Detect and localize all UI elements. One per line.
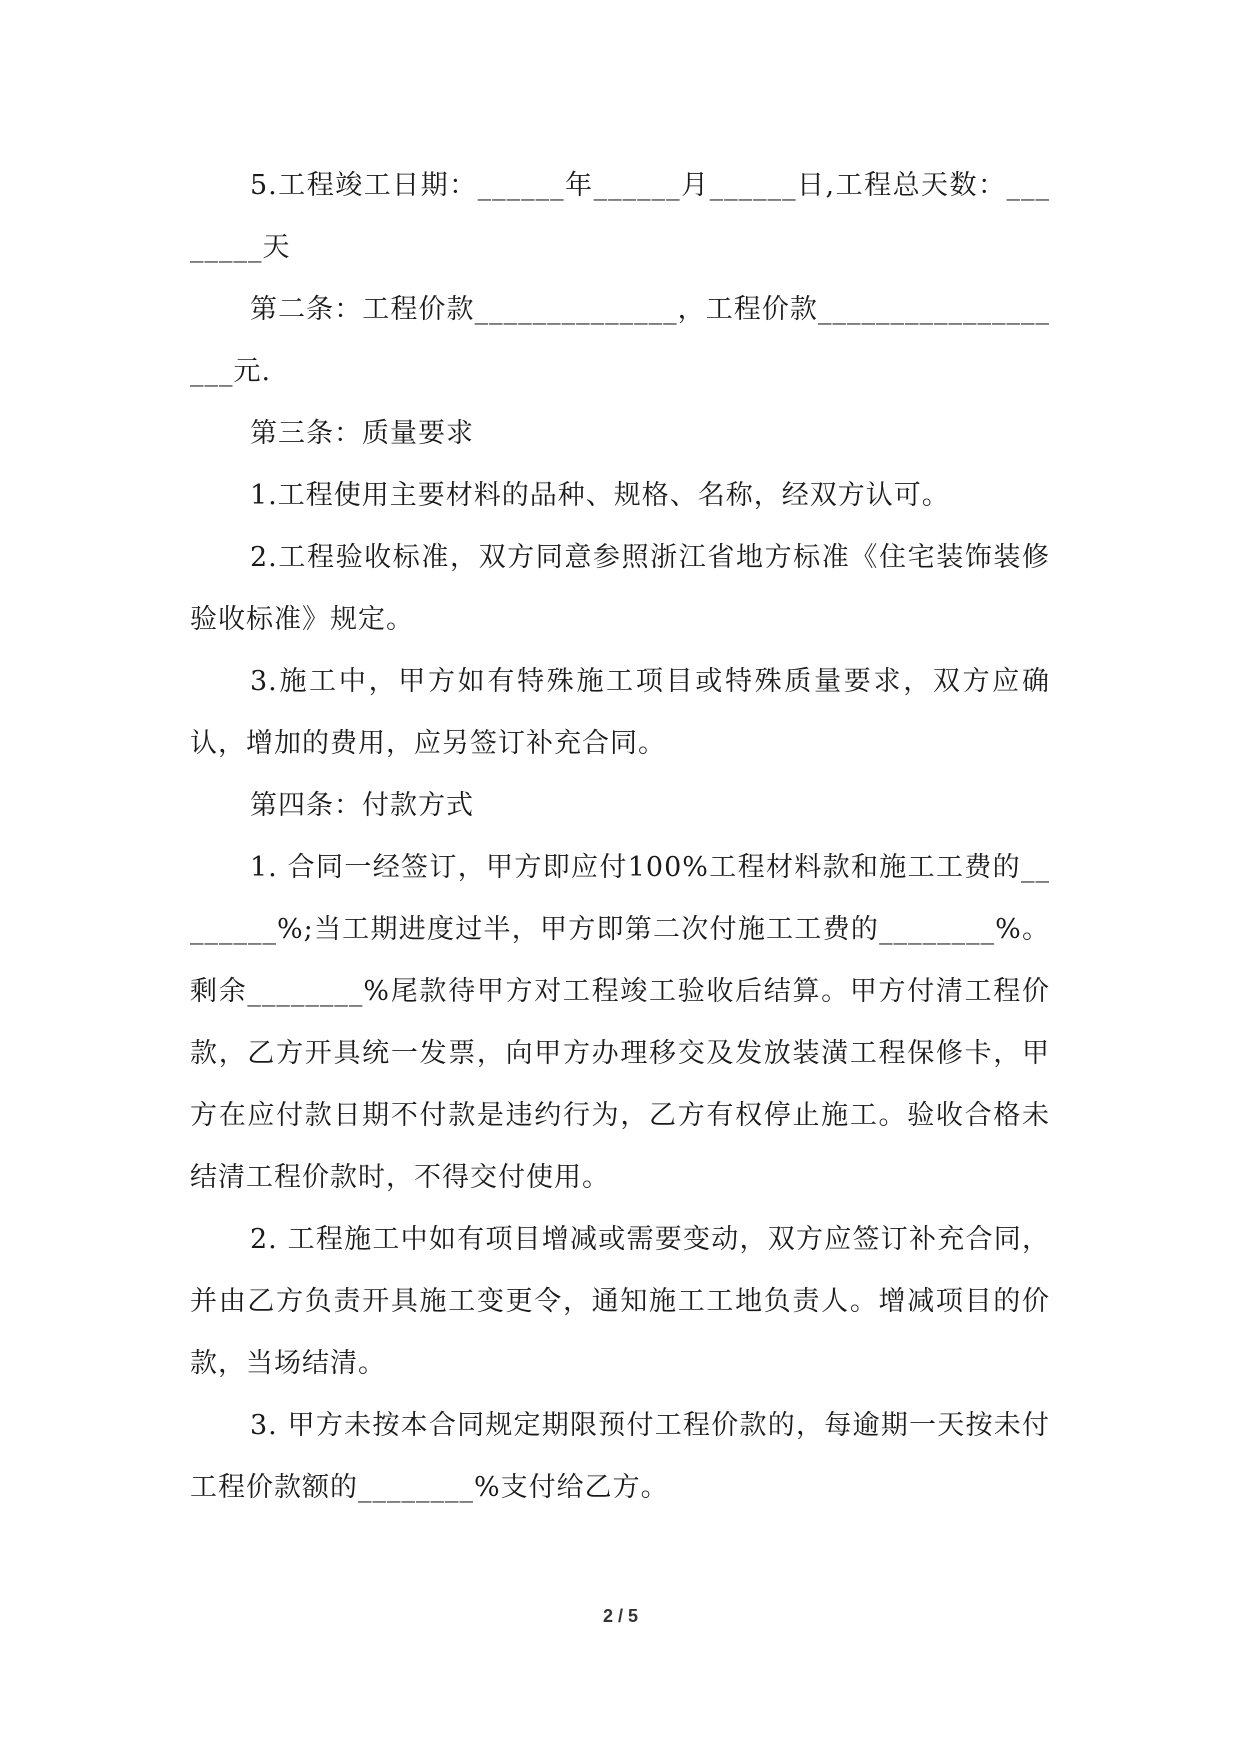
paragraph-payment-1: 1. 合同一经签订，甲方即应付100%工程材料款和施工工费的________%;当工期进度过半，甲方即第二次付施工工费的________%。剩余________%尾款待甲方对工程竣工验收后结算。甲方付清工程价款，乙方开具统一发票，向甲方办理移交及发放装潢工程保修卡，甲方在应付款日期不付款是违约行为，乙方有权停止施工。验收合格未结清工程价款时，不得交付使用。 [190, 852, 1050, 1193]
heading-article-4-payment: 第四条：付款方式 [250, 790, 474, 821]
paragraph-quality-1: 1.工程使用主要材料的品种、规格、名称，经双方认可。 [250, 480, 950, 511]
heading-article-3-quality: 第三条：质量要求 [250, 418, 474, 449]
paragraph-completion-date: 5.工程竣工日期：______年______月______日,工程总天数：________天 [190, 170, 1050, 263]
paragraph-article-2-price: 第二条：工程价款______________，工程价款___________________元. [190, 294, 1050, 387]
paragraph-payment-3: 3. 甲方未按本合同规定期限预付工程价款的，每逾期一天按未付工程价款额的________%支付给乙方。 [190, 1410, 1050, 1503]
page-number: 2 / 5 [602, 1606, 639, 1626]
document-body [190, 155, 1050, 1519]
paragraph-quality-2: 2.工程验收标准，双方同意参照浙江省地方标准《住宅装饰装修验收标准》规定。 [190, 542, 1050, 635]
paragraph-payment-2: 2. 工程施工中如有项目增减或需要变动，双方应签订补充合同，并由乙方负责开具施工变更令，通知施工工地负责人。增减项目的价款，当场结清。 [190, 1224, 1050, 1379]
paragraph-quality-3: 3.施工中，甲方如有特殊施工项目或特殊质量要求，双方应确认，增加的费用，应另签订补充合同。 [190, 666, 1050, 759]
